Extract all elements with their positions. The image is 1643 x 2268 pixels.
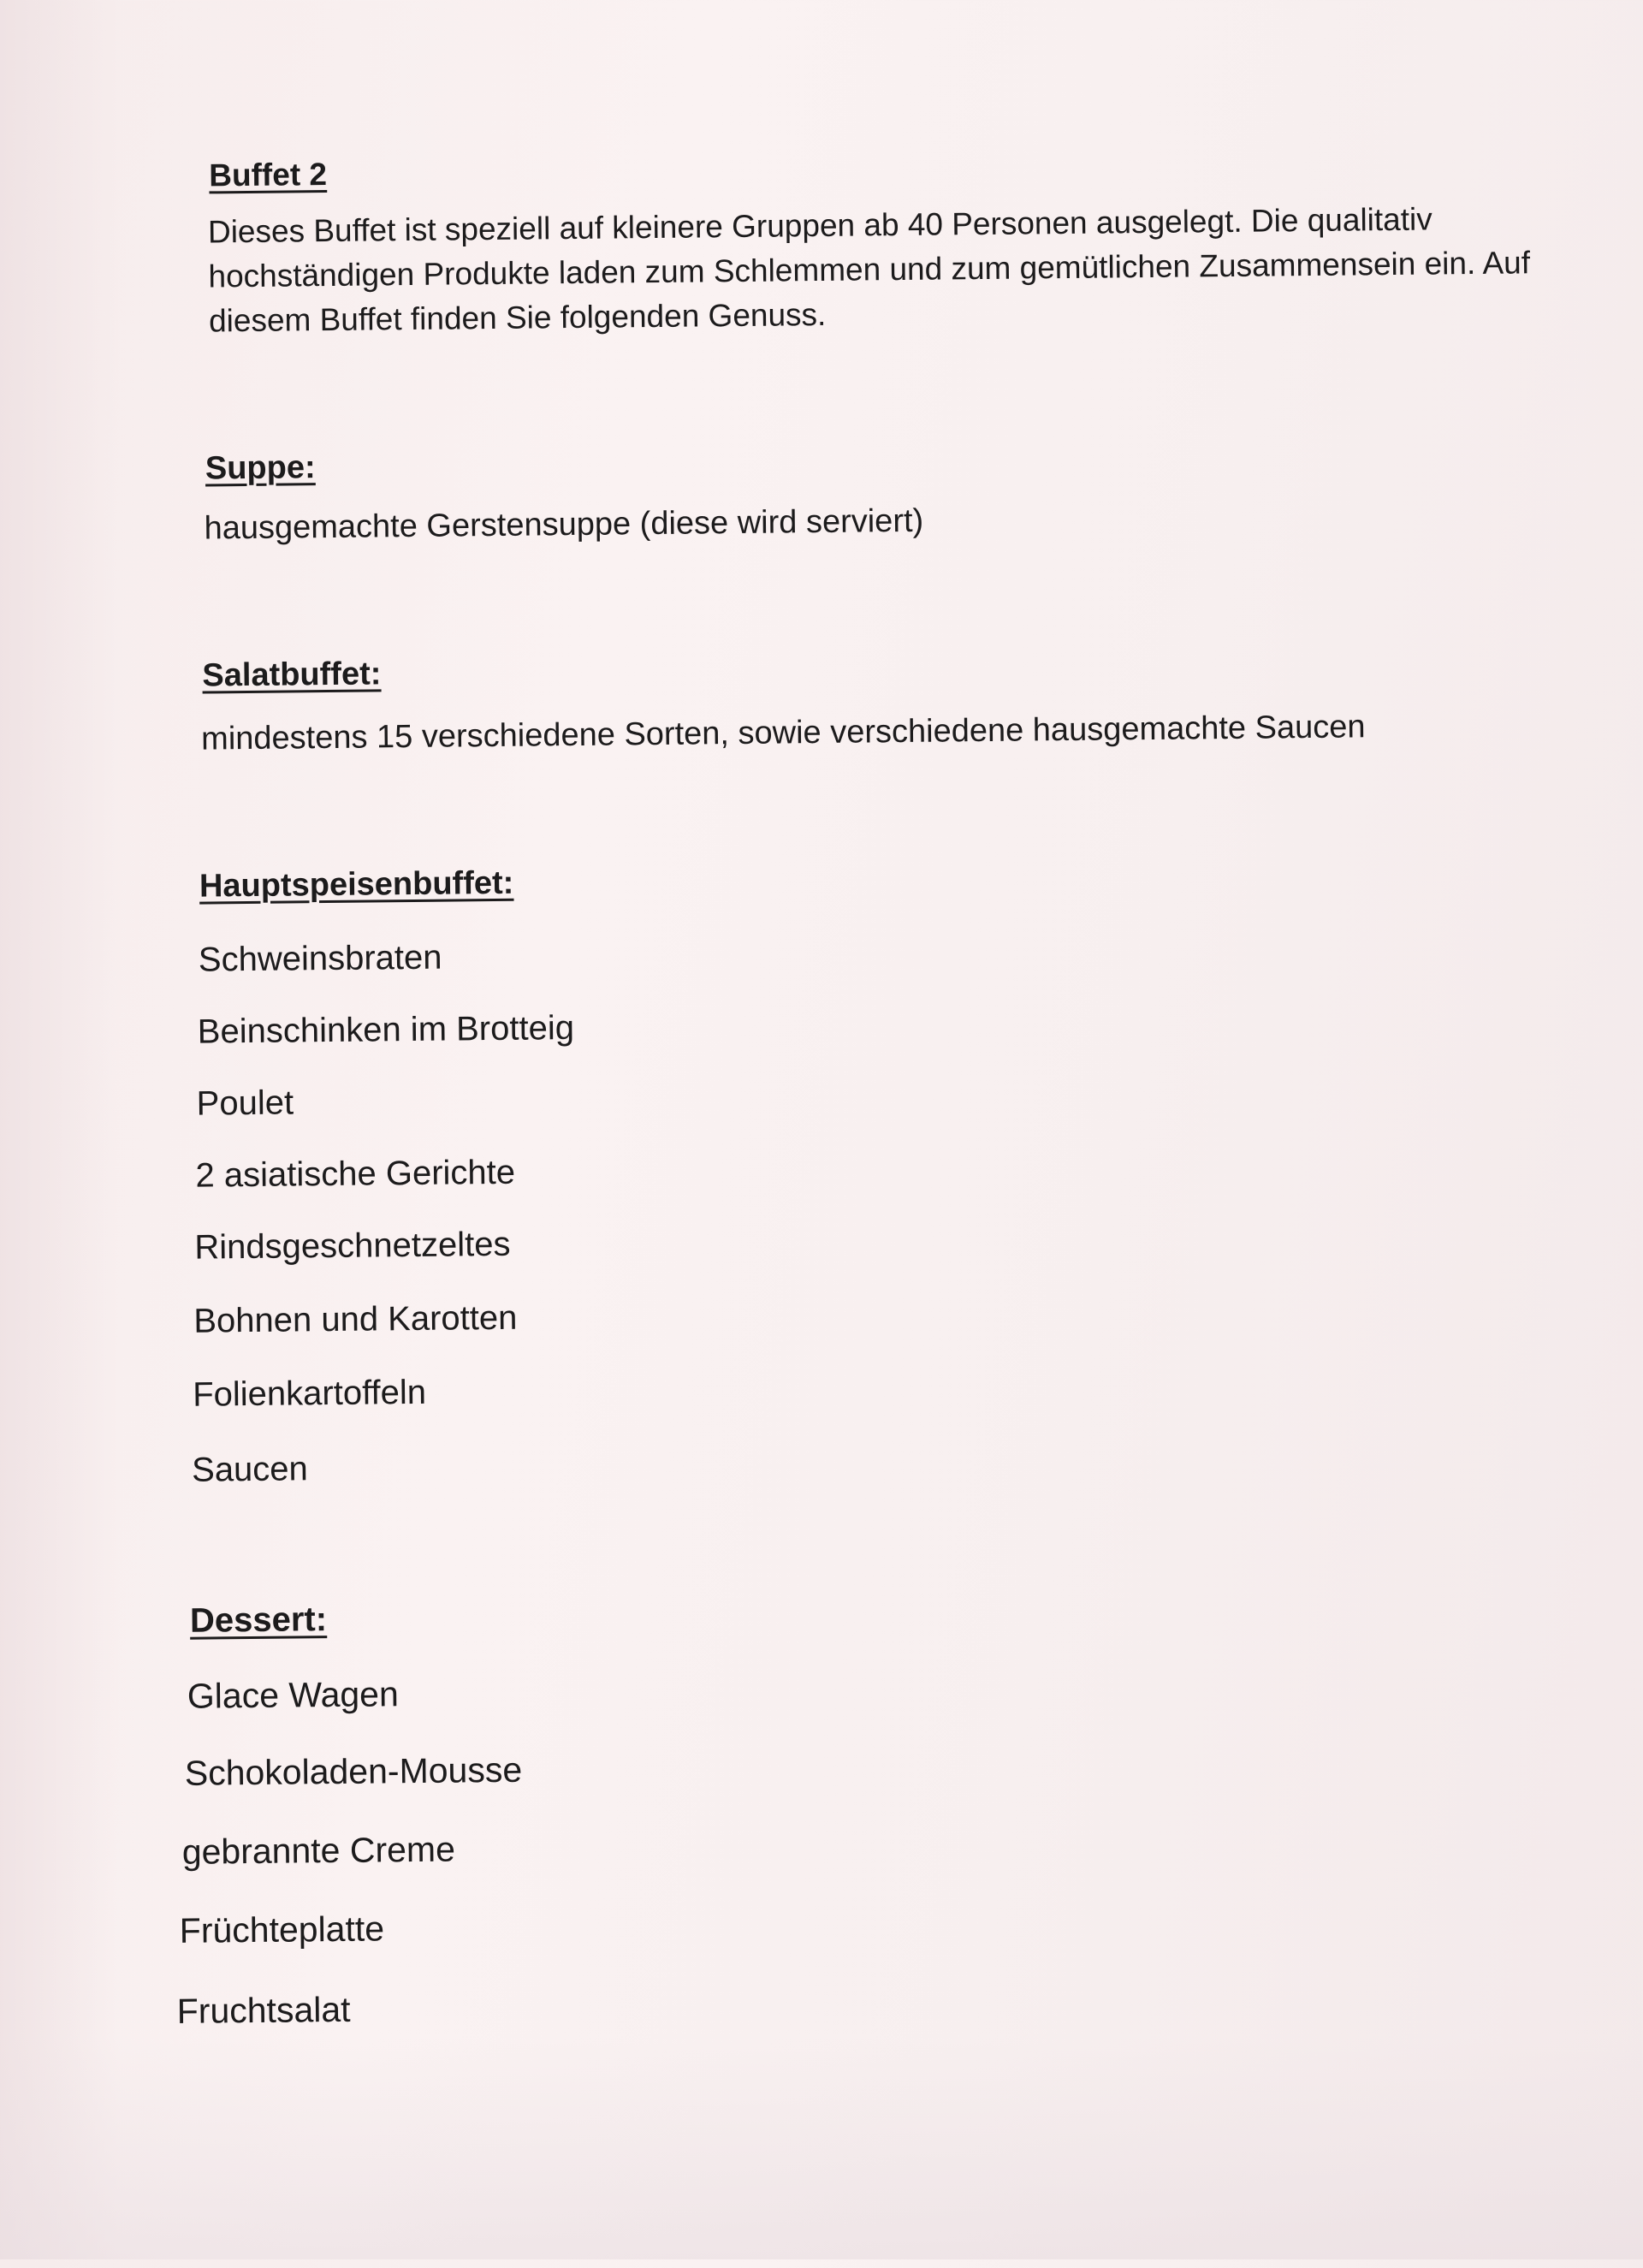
hauptspeise-item: Rindsgeschnetzeltes	[194, 1225, 511, 1267]
hauptspeise-item: 2 asiatische Gerichte	[195, 1153, 516, 1195]
hauptspeise-item: Beinschinken im Brotteig	[197, 1009, 575, 1051]
hauptspeise-item: Bohnen und Karotten	[193, 1298, 518, 1340]
section-heading-dessert: Dessert:	[189, 1600, 328, 1640]
dessert-item: Schokoladen-Mousse	[184, 1749, 523, 1793]
section-heading-hauptspeisenbuffet: Hauptspeisenbuffet:	[199, 864, 514, 905]
section-heading-salatbuffet: Salatbuffet:	[202, 656, 382, 694]
dessert-item: Früchteplatte	[179, 1909, 385, 1950]
intro-paragraph: Dieses Buffet ist speziell auf kleinere Gruppen ab 40 Personen ausgelegt. Die qualitativ hochständigen Produkte laden zum Schlemmen und zum gemütlichen Zusammensein ein. Auf diesem Buffet finden Sie folgenden Genuss.	[207, 201, 1531, 339]
dessert-item: gebrannte Creme	[181, 1829, 456, 1872]
hauptspeise-item: Folienkartoffeln	[192, 1373, 427, 1414]
dessert-item: Fruchtsalat	[176, 1989, 351, 2031]
hauptspeise-item: Schweinsbraten	[198, 938, 442, 979]
salatbuffet-item: mindestens 15 verschiedene Sorten, sowie verschiedene hausgemachte Saucen	[200, 709, 1366, 757]
hauptspeise-item: Saucen	[191, 1450, 309, 1489]
suppe-item: hausgemachte Gerstensuppe (diese wird serviert)	[204, 502, 924, 547]
section-heading-suppe: Suppe:	[205, 449, 316, 487]
dessert-item: Glace Wagen	[187, 1674, 400, 1716]
hauptspeise-item: Poulet	[196, 1084, 294, 1123]
document-title: Buffet 2	[209, 156, 328, 193]
